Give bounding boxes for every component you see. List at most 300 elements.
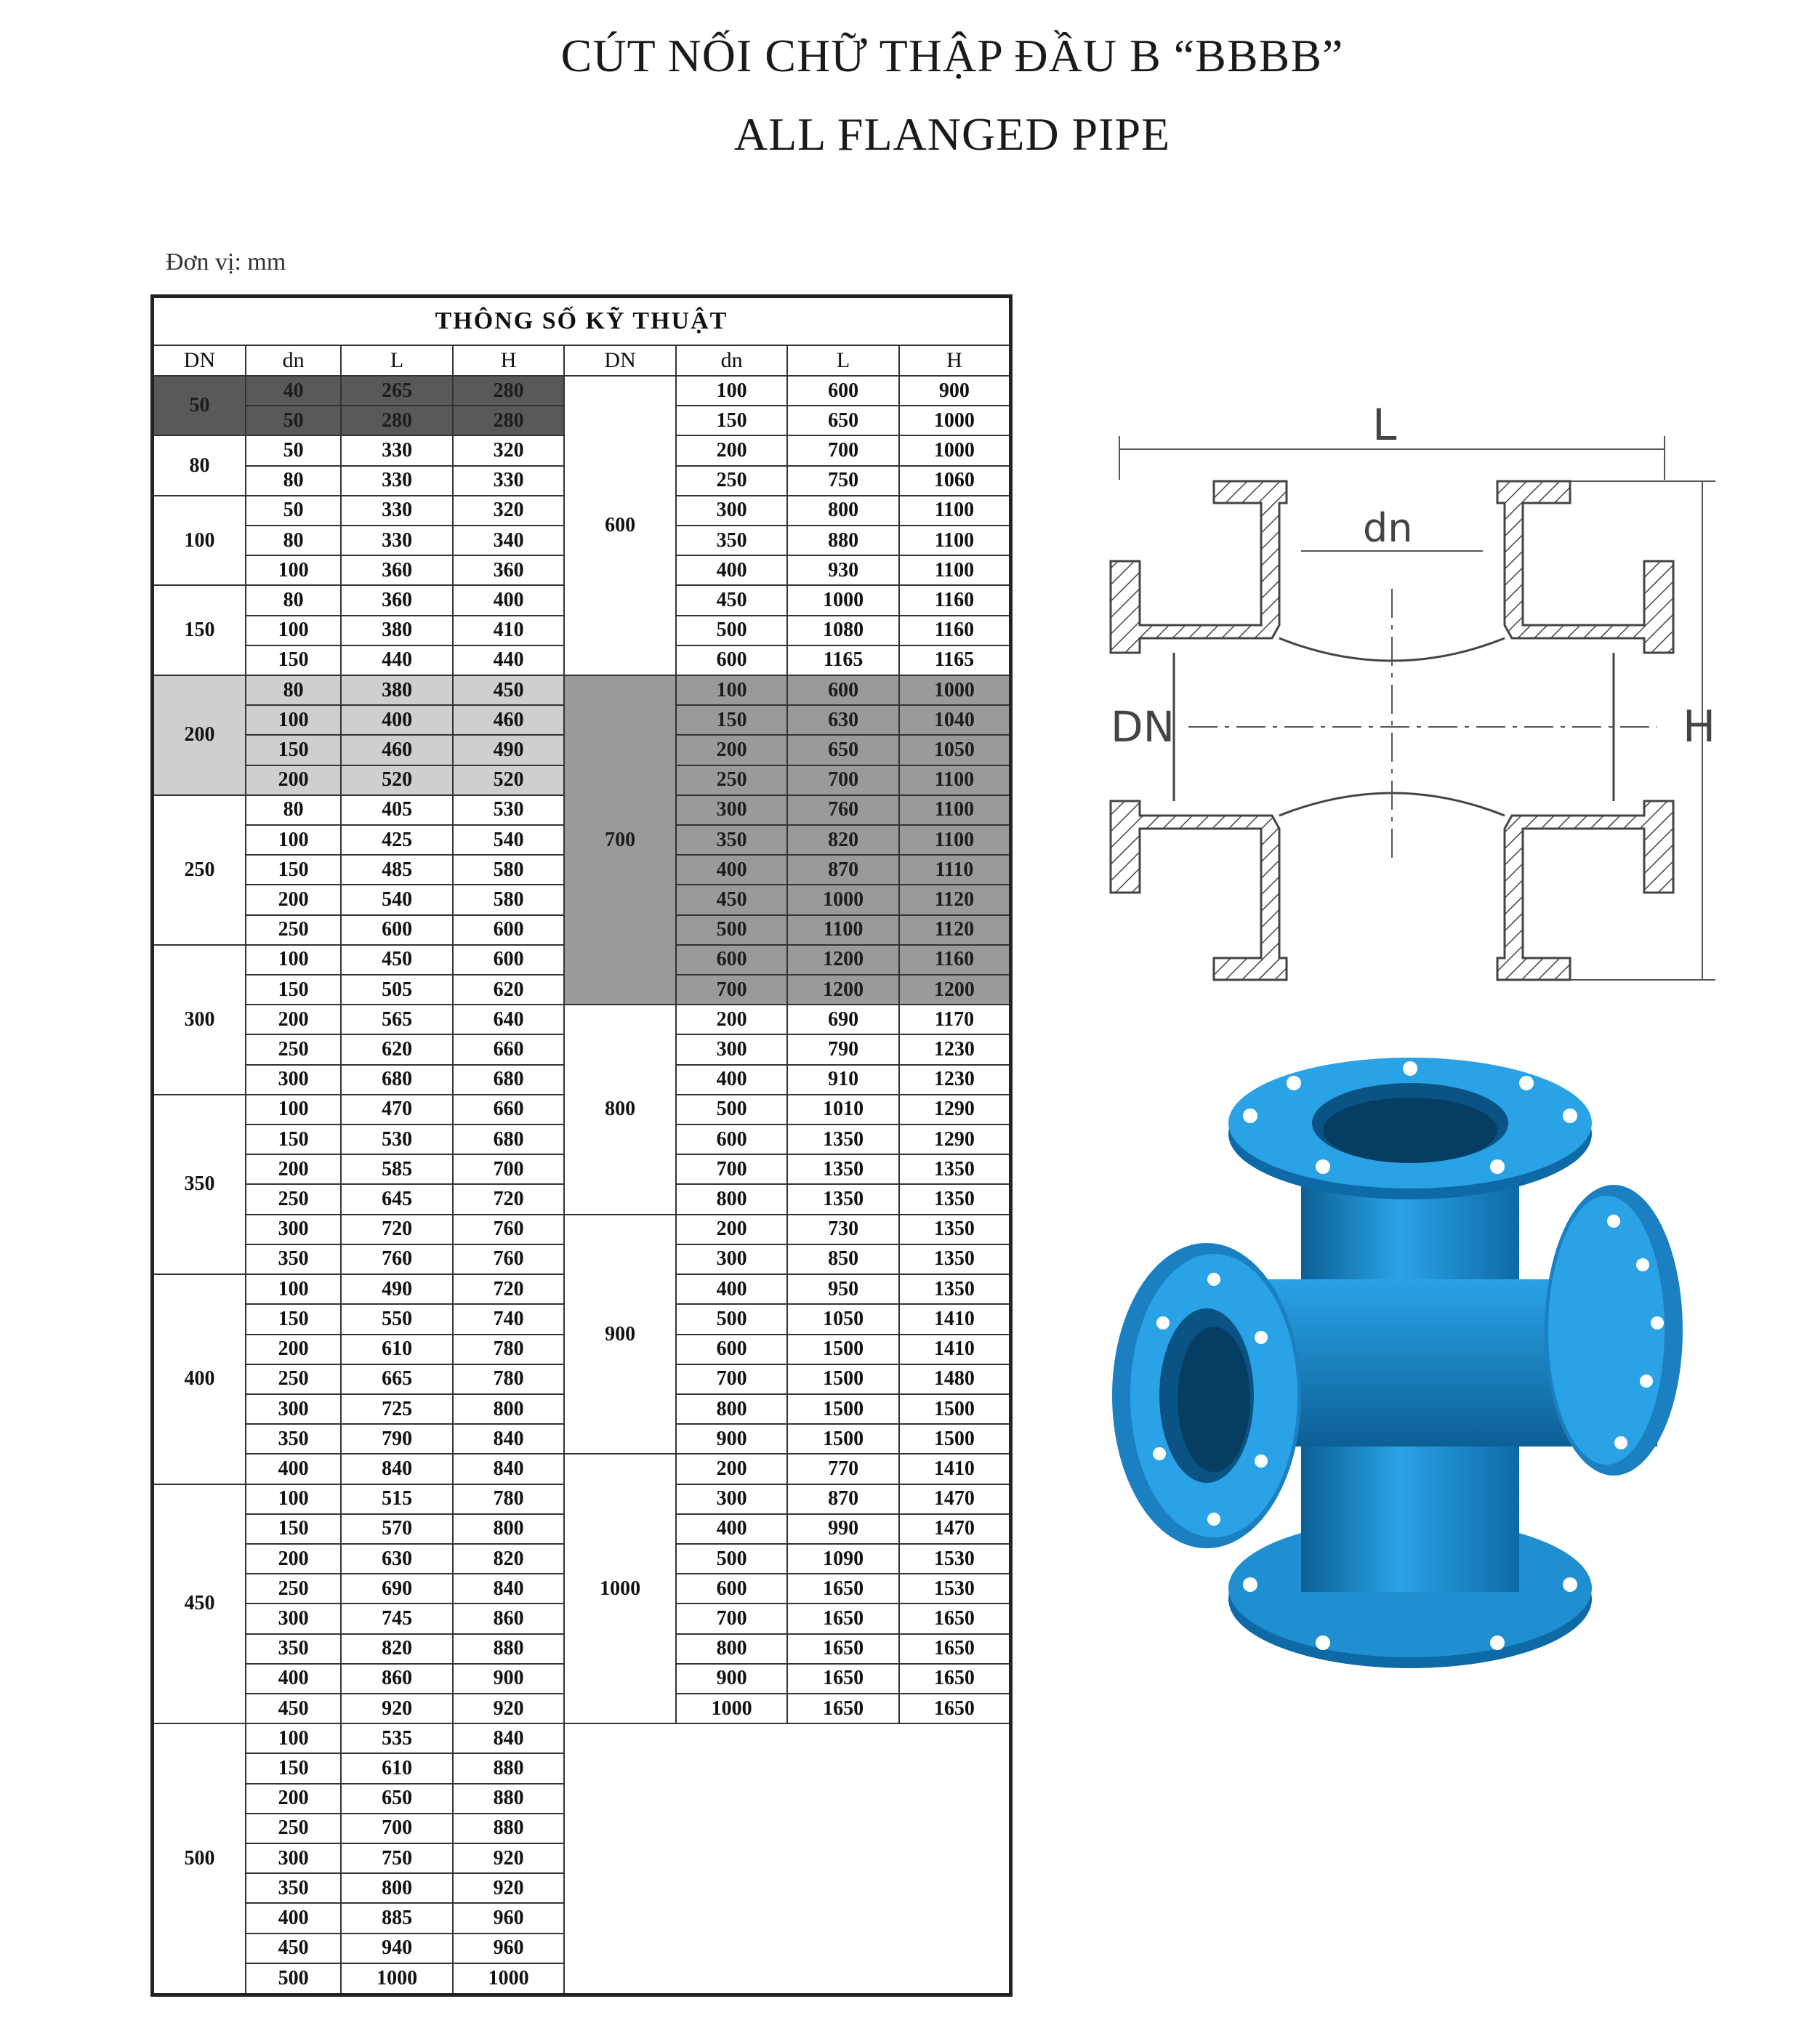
left-H-cell: 320 <box>453 435 565 465</box>
left-L-cell: 330 <box>341 526 453 555</box>
right-L-cell: 1350 <box>787 1154 899 1184</box>
left-dn-cell: 400 <box>246 1664 341 1694</box>
cross-section-diagram <box>1105 393 1723 989</box>
left-L-cell: 535 <box>341 1723 453 1753</box>
left-L-cell: 570 <box>341 1514 453 1544</box>
left-H-cell: 880 <box>453 1814 565 1843</box>
right-dn-cell: 400 <box>676 1274 788 1304</box>
right-L-cell: 910 <box>787 1065 899 1095</box>
column-header: dn <box>246 345 341 376</box>
right-L-cell: 650 <box>787 735 899 765</box>
right-L-cell: 700 <box>787 765 899 795</box>
right-L-cell: 1650 <box>787 1664 899 1694</box>
left-L-cell: 380 <box>341 616 453 645</box>
right-H-cell: 1160 <box>899 616 1011 645</box>
right-L-cell: 1350 <box>787 1124 899 1154</box>
right-dn-cell: 700 <box>676 1604 788 1633</box>
left-dn-cell: 80 <box>246 675 341 705</box>
left-dn-cell: 150 <box>246 1124 341 1154</box>
left-H-cell: 860 <box>453 1604 565 1633</box>
left-H-cell: 330 <box>453 466 565 496</box>
dimension-lines <box>1119 436 1715 980</box>
left-H-cell: 800 <box>453 1514 565 1544</box>
left-dn-cell: 100 <box>246 555 341 585</box>
column-header: DN <box>564 345 676 376</box>
left-H-cell: 840 <box>453 1723 565 1753</box>
left-L-cell: 1000 <box>341 1963 453 1995</box>
right-dn-cell: 200 <box>676 735 788 765</box>
right-dn-cell: 200 <box>676 1005 788 1034</box>
left-H-cell: 880 <box>453 1634 565 1664</box>
left-dn-cell: 100 <box>246 1274 341 1304</box>
left-H-cell: 840 <box>453 1424 565 1454</box>
right-H-cell: 1500 <box>899 1424 1011 1454</box>
right-H-cell: 1410 <box>899 1304 1011 1334</box>
left-dn-group-cell: 200 <box>153 675 246 795</box>
right-dn-cell: 1000 <box>676 1694 788 1723</box>
right-dn-cell: 450 <box>676 585 788 615</box>
left-dn-cell: 300 <box>246 1843 341 1873</box>
left-H-cell: 760 <box>453 1244 565 1274</box>
right-dn-cell: 350 <box>676 825 788 855</box>
left-H-cell: 740 <box>453 1304 565 1334</box>
pipe-body <box>1112 1058 1683 1668</box>
left-L-cell: 405 <box>341 795 453 825</box>
left-dn-cell: 350 <box>246 1424 341 1454</box>
right-L-cell: 930 <box>787 555 899 585</box>
left-dn-cell: 100 <box>246 825 341 855</box>
left-dn-group-cell: 150 <box>153 585 246 675</box>
left-L-cell: 800 <box>341 1873 453 1903</box>
left-H-cell: 880 <box>453 1753 565 1783</box>
right-L-cell: 1010 <box>787 1095 899 1124</box>
left-H-cell: 900 <box>453 1664 565 1694</box>
left-dn-cell: 250 <box>246 1184 341 1214</box>
left-H-cell: 840 <box>453 1454 565 1484</box>
left-dn-cell: 250 <box>246 1574 341 1604</box>
right-H-cell: 1290 <box>899 1095 1011 1124</box>
right-H-cell: 1100 <box>899 555 1011 585</box>
column-header: L <box>787 345 899 376</box>
left-dn-cell: 350 <box>246 1634 341 1664</box>
left-dn-cell: 250 <box>246 915 341 945</box>
right-dn-cell: 400 <box>676 555 788 585</box>
right-H-cell: 1100 <box>899 825 1011 855</box>
right-dn-cell: 400 <box>676 1514 788 1544</box>
left-dn-cell: 200 <box>246 765 341 795</box>
left-L-cell: 330 <box>341 466 453 496</box>
left-H-cell: 530 <box>453 795 565 825</box>
right-H-cell: 1350 <box>899 1274 1011 1304</box>
right-L-cell: 700 <box>787 435 899 465</box>
left-H-cell: 780 <box>453 1364 565 1394</box>
right-L-cell: 690 <box>787 1005 899 1034</box>
left-dn-cell: 200 <box>246 1544 341 1574</box>
right-L-cell: 880 <box>787 526 899 555</box>
right-L-cell: 1650 <box>787 1694 899 1723</box>
left-L-cell: 400 <box>341 705 453 735</box>
column-header: dn <box>676 345 788 376</box>
left-dn-cell: 100 <box>246 1095 341 1124</box>
right-dn-cell: 600 <box>676 1574 788 1604</box>
right-L-cell: 650 <box>787 406 899 435</box>
left-dn-cell: 300 <box>246 1215 341 1244</box>
right-H-cell: 1350 <box>899 1154 1011 1184</box>
left-H-cell: 960 <box>453 1934 565 1963</box>
right-H-cell: 1410 <box>899 1454 1011 1484</box>
left-dn-cell: 80 <box>246 585 341 615</box>
right-dn-group-cell: 1000 <box>564 1454 676 1723</box>
left-L-cell: 360 <box>341 555 453 585</box>
left-L-cell: 750 <box>341 1843 453 1873</box>
left-dn-cell: 200 <box>246 1784 341 1814</box>
left-L-cell: 485 <box>341 855 453 885</box>
right-dn-cell: 450 <box>676 885 788 914</box>
left-H-cell: 620 <box>453 975 565 1005</box>
right-L-cell: 770 <box>787 1454 899 1484</box>
left-H-cell: 410 <box>453 616 565 645</box>
right-L-cell: 1650 <box>787 1604 899 1633</box>
left-dn-cell: 100 <box>246 945 341 975</box>
table-row <box>153 1005 1011 1034</box>
left-H-cell: 580 <box>453 855 565 885</box>
right-H-cell: 1470 <box>899 1484 1011 1514</box>
left-H-cell: 400 <box>453 585 565 615</box>
table-row <box>153 1723 1011 1753</box>
right-dn-cell: 300 <box>676 1484 788 1514</box>
left-L-cell: 280 <box>341 406 453 435</box>
left-dn-cell: 200 <box>246 885 341 914</box>
right-L-cell: 600 <box>787 675 899 705</box>
left-H-cell: 360 <box>453 555 565 585</box>
dimension-label-L: L <box>1372 400 1397 451</box>
left-L-cell: 470 <box>341 1095 453 1124</box>
left-dn-group-cell: 450 <box>153 1484 246 1724</box>
right-dn-cell: 300 <box>676 1034 788 1064</box>
left-dn-group-cell: 100 <box>153 496 246 586</box>
left-dn-cell: 80 <box>246 526 341 555</box>
right-H-cell: 1530 <box>899 1544 1011 1574</box>
left-dn-cell: 200 <box>246 1005 341 1034</box>
left-dn-cell: 400 <box>246 1454 341 1484</box>
right-L-cell: 1050 <box>787 1304 899 1334</box>
dimension-label-dn: dn <box>1363 505 1413 551</box>
right-H-cell: 1230 <box>899 1065 1011 1095</box>
left-H-cell: 840 <box>453 1574 565 1604</box>
right-L-cell: 1500 <box>787 1394 899 1424</box>
left-H-cell: 460 <box>453 705 565 735</box>
left-L-cell: 450 <box>341 945 453 975</box>
left-L-cell: 630 <box>341 1544 453 1574</box>
left-H-cell: 280 <box>453 406 565 435</box>
right-dn-cell: 300 <box>676 496 788 526</box>
right-L-cell: 1080 <box>787 616 899 645</box>
right-H-cell: 1100 <box>899 795 1011 825</box>
left-L-cell: 490 <box>341 1274 453 1304</box>
right-L-cell: 1200 <box>787 975 899 1005</box>
left-dn-cell: 150 <box>246 645 341 675</box>
right-L-cell: 1650 <box>787 1634 899 1664</box>
left-L-cell: 505 <box>341 975 453 1005</box>
right-dn-cell: 600 <box>676 1335 788 1364</box>
right-dn-cell: 150 <box>676 406 788 435</box>
right-dn-cell: 800 <box>676 1184 788 1214</box>
left-dn-cell: 150 <box>246 975 341 1005</box>
right-H-cell: 1000 <box>899 435 1011 465</box>
left-L-cell: 550 <box>341 1304 453 1334</box>
right-H-cell: 1100 <box>899 496 1011 526</box>
left-L-cell: 585 <box>341 1154 453 1184</box>
right-dn-cell: 200 <box>676 1215 788 1244</box>
spec-table <box>150 294 1013 1997</box>
right-H-cell: 1500 <box>899 1394 1011 1424</box>
right-dn-cell: 300 <box>676 795 788 825</box>
right-H-cell: 1650 <box>899 1664 1011 1694</box>
left-H-cell: 780 <box>453 1484 565 1514</box>
left-L-cell: 920 <box>341 1694 453 1723</box>
right-dn-cell: 600 <box>676 945 788 975</box>
left-L-cell: 330 <box>341 435 453 465</box>
right-H-cell: 1470 <box>899 1514 1011 1544</box>
right-L-cell: 990 <box>787 1514 899 1544</box>
left-dn-group-cell: 500 <box>153 1723 246 1995</box>
left-H-cell: 780 <box>453 1335 565 1364</box>
left-dn-cell: 500 <box>246 1963 341 1995</box>
right-H-cell: 1165 <box>899 645 1011 675</box>
left-H-cell: 490 <box>453 735 565 765</box>
left-dn-cell: 400 <box>246 1903 341 1933</box>
left-H-cell: 700 <box>453 1154 565 1184</box>
right-L-cell: 790 <box>787 1034 899 1064</box>
right-L-cell: 750 <box>787 466 899 496</box>
right-dn-cell: 700 <box>676 1154 788 1184</box>
left-dn-cell: 300 <box>246 1065 341 1095</box>
left-L-cell: 700 <box>341 1814 453 1843</box>
column-header: H <box>899 345 1011 376</box>
left-L-cell: 610 <box>341 1335 453 1364</box>
left-dn-cell: 250 <box>246 1364 341 1394</box>
left-L-cell: 790 <box>341 1424 453 1454</box>
left-H-cell: 600 <box>453 915 565 945</box>
right-L-cell: 1650 <box>787 1574 899 1604</box>
right-L-cell: 630 <box>787 705 899 735</box>
right-dn-group-cell: 900 <box>564 1215 676 1454</box>
left-H-cell: 320 <box>453 496 565 526</box>
table-header-row <box>153 345 1011 376</box>
right-H-cell: 1050 <box>899 735 1011 765</box>
left-L-cell: 725 <box>341 1394 453 1424</box>
left-H-cell: 640 <box>453 1005 565 1034</box>
right-dn-group-cell: 600 <box>564 376 676 675</box>
column-header: L <box>341 345 453 376</box>
left-L-cell: 620 <box>341 1034 453 1064</box>
left-dn-group-cell: 350 <box>153 1095 246 1274</box>
right-L-cell: 760 <box>787 795 899 825</box>
right-H-cell: 1000 <box>899 675 1011 705</box>
left-dn-cell: 150 <box>246 855 341 885</box>
right-dn-cell: 800 <box>676 1394 788 1424</box>
left-L-cell: 650 <box>341 1784 453 1814</box>
right-H-cell: 1200 <box>899 975 1011 1005</box>
left-L-cell: 380 <box>341 675 453 705</box>
right-H-cell: 1160 <box>899 585 1011 615</box>
left-dn-cell: 150 <box>246 1304 341 1334</box>
table-row <box>153 675 1011 705</box>
right-H-cell: 1530 <box>899 1574 1011 1604</box>
right-H-cell: 1650 <box>899 1694 1011 1723</box>
right-H-cell: 1120 <box>899 915 1011 945</box>
left-H-cell: 820 <box>453 1544 565 1574</box>
left-L-cell: 610 <box>341 1753 453 1783</box>
right-L-cell: 870 <box>787 1484 899 1514</box>
left-L-cell: 720 <box>341 1215 453 1244</box>
right-H-cell: 1480 <box>899 1364 1011 1394</box>
dimension-label-DN: DN <box>1111 702 1175 752</box>
left-L-cell: 530 <box>341 1124 453 1154</box>
left-dn-cell: 150 <box>246 735 341 765</box>
product-photo <box>1105 1047 1701 1672</box>
left-dn-group-cell: 80 <box>153 435 246 495</box>
right-dn-cell: 200 <box>676 435 788 465</box>
left-dn-cell: 450 <box>246 1934 341 1963</box>
right-dn-cell: 400 <box>676 1065 788 1095</box>
left-L-cell: 665 <box>341 1364 453 1394</box>
right-dn-cell: 400 <box>676 855 788 885</box>
right-dn-cell: 500 <box>676 915 788 945</box>
right-L-cell: 870 <box>787 855 899 885</box>
right-H-cell: 1040 <box>899 705 1011 735</box>
left-dn-cell: 80 <box>246 466 341 496</box>
right-L-cell: 1500 <box>787 1335 899 1364</box>
left-dn-group-cell: 400 <box>153 1274 246 1484</box>
right-dn-cell: 600 <box>676 645 788 675</box>
left-H-cell: 920 <box>453 1843 565 1873</box>
right-H-cell: 1230 <box>899 1034 1011 1064</box>
right-dn-cell: 250 <box>676 466 788 496</box>
right-H-cell: 1350 <box>899 1184 1011 1214</box>
left-H-cell: 920 <box>453 1694 565 1723</box>
right-dn-cell: 700 <box>676 1364 788 1394</box>
right-dn-cell: 300 <box>676 1244 788 1274</box>
right-L-cell: 1000 <box>787 885 899 914</box>
left-dn-group-cell: 50 <box>153 376 246 435</box>
left-dn-cell: 350 <box>246 1244 341 1274</box>
left-H-cell: 450 <box>453 675 565 705</box>
right-dn-cell: 500 <box>676 1095 788 1124</box>
left-dn-cell: 300 <box>246 1604 341 1633</box>
page-subtitle: ALL FLANGED PIPE <box>733 108 1171 160</box>
right-L-cell: 1090 <box>787 1544 899 1574</box>
right-H-cell: 1650 <box>899 1634 1011 1664</box>
left-dn-cell: 100 <box>246 1723 341 1753</box>
left-dn-group-cell: 250 <box>153 795 246 945</box>
left-dn-cell: 50 <box>246 496 341 526</box>
left-L-cell: 425 <box>341 825 453 855</box>
left-dn-group-cell: 300 <box>153 945 246 1095</box>
spec-table-body <box>153 297 1011 1995</box>
left-H-cell: 720 <box>453 1184 565 1214</box>
left-H-cell: 720 <box>453 1274 565 1304</box>
right-L-cell: 1350 <box>787 1184 899 1214</box>
left-H-cell: 960 <box>453 1903 565 1933</box>
pipe-walls <box>1111 481 1673 980</box>
left-L-cell: 745 <box>341 1604 453 1633</box>
left-L-cell: 520 <box>341 765 453 795</box>
left-L-cell: 265 <box>341 376 453 406</box>
left-L-cell: 940 <box>341 1934 453 1963</box>
right-H-cell: 1650 <box>899 1604 1011 1633</box>
left-dn-cell: 50 <box>246 406 341 435</box>
right-H-cell: 1160 <box>899 945 1011 975</box>
unit-label: Đơn vị: mm <box>166 249 286 275</box>
right-H-cell: 1350 <box>899 1244 1011 1274</box>
right-L-cell: 850 <box>787 1244 899 1274</box>
left-H-cell: 760 <box>453 1215 565 1244</box>
left-L-cell: 680 <box>341 1065 453 1095</box>
left-dn-cell: 100 <box>246 1484 341 1514</box>
left-H-cell: 660 <box>453 1034 565 1064</box>
right-H-cell: 1350 <box>899 1215 1011 1244</box>
right-L-cell: 820 <box>787 825 899 855</box>
right-L-cell: 600 <box>787 376 899 406</box>
left-L-cell: 860 <box>341 1664 453 1694</box>
left-H-cell: 440 <box>453 645 565 675</box>
right-dn-cell: 200 <box>676 1454 788 1484</box>
right-L-cell: 1165 <box>787 645 899 675</box>
right-H-cell: 1060 <box>899 466 1011 496</box>
right-L-cell: 800 <box>787 496 899 526</box>
left-L-cell: 515 <box>341 1484 453 1514</box>
right-dn-cell: 500 <box>676 1544 788 1574</box>
left-H-cell: 680 <box>453 1065 565 1095</box>
left-dn-cell: 150 <box>246 1753 341 1783</box>
left-dn-cell: 250 <box>246 1814 341 1843</box>
left-dn-cell: 250 <box>246 1034 341 1064</box>
left-L-cell: 360 <box>341 585 453 615</box>
right-dn-cell: 250 <box>676 765 788 795</box>
right-H-cell: 900 <box>899 376 1011 406</box>
left-H-cell: 540 <box>453 825 565 855</box>
right-H-cell: 1170 <box>899 1005 1011 1034</box>
left-L-cell: 565 <box>341 1005 453 1034</box>
page-title: CÚT NỐI CHỮ THẬP ĐẦU B “BBBB” <box>560 30 1344 81</box>
dimension-label-H: H <box>1683 701 1716 752</box>
column-header: DN <box>153 345 246 376</box>
right-H-cell: 1000 <box>899 406 1011 435</box>
left-H-cell: 800 <box>453 1394 565 1424</box>
left-H-cell: 600 <box>453 945 565 975</box>
right-dn-cell: 150 <box>676 705 788 735</box>
left-dn-cell: 100 <box>246 705 341 735</box>
left-L-cell: 885 <box>341 1903 453 1933</box>
column-header: H <box>453 345 565 376</box>
right-dn-group-cell: 800 <box>564 1005 676 1214</box>
right-H-cell: 1100 <box>899 765 1011 795</box>
left-L-cell: 645 <box>341 1184 453 1214</box>
right-L-cell: 1200 <box>787 945 899 975</box>
left-dn-cell: 450 <box>246 1694 341 1723</box>
left-dn-cell: 40 <box>246 376 341 406</box>
left-L-cell: 760 <box>341 1244 453 1274</box>
right-dn-cell: 350 <box>676 526 788 555</box>
left-H-cell: 280 <box>453 376 565 406</box>
left-dn-cell: 80 <box>246 795 341 825</box>
right-L-cell: 1100 <box>787 915 899 945</box>
left-dn-cell: 350 <box>246 1873 341 1903</box>
left-H-cell: 680 <box>453 1124 565 1154</box>
left-dn-cell: 200 <box>246 1335 341 1364</box>
left-L-cell: 440 <box>341 645 453 675</box>
